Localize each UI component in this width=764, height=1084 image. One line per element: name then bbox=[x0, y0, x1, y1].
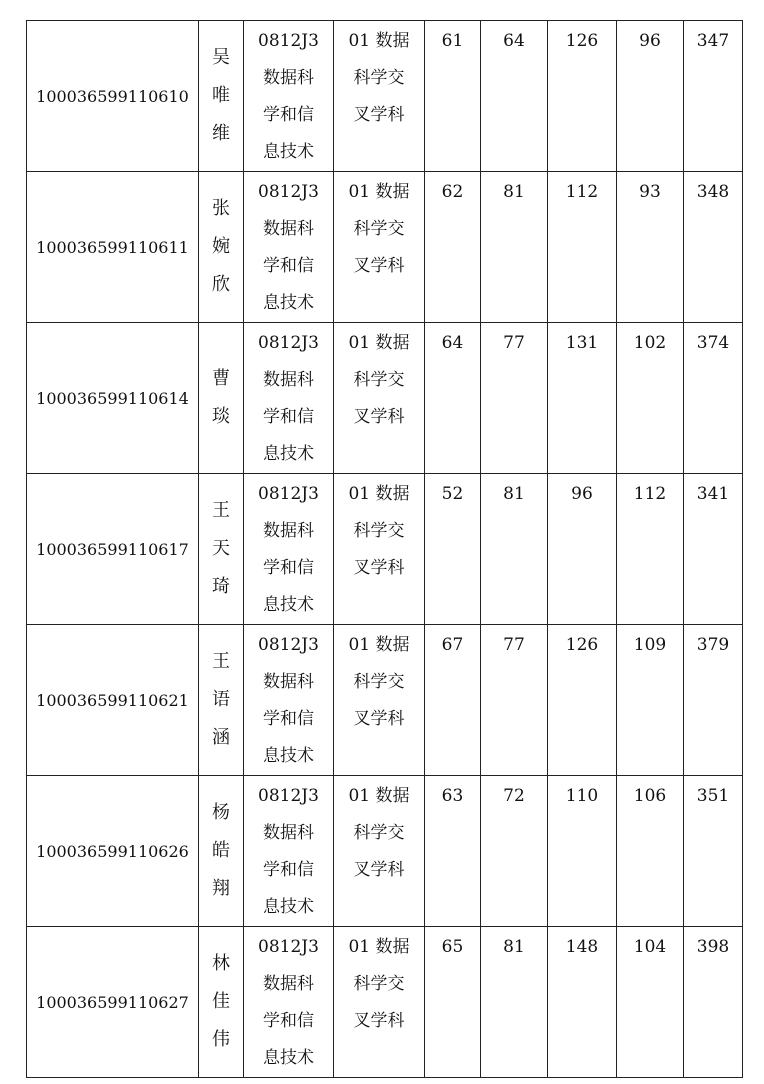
name-char: 欣 bbox=[212, 274, 230, 295]
score-4-cell: 106 bbox=[617, 776, 684, 927]
major-line: 数据科 bbox=[263, 219, 314, 239]
major-line: 息技术 bbox=[263, 293, 314, 313]
score-1-cell: 65 bbox=[425, 927, 481, 1078]
direction-line: 01 数据 bbox=[348, 333, 410, 353]
major-cell bbox=[244, 323, 334, 474]
score-4-cell: 104 bbox=[617, 927, 684, 1078]
student-name-cell bbox=[199, 21, 244, 172]
student-name-cell bbox=[199, 474, 244, 625]
table-row bbox=[27, 323, 743, 474]
student-id-cell: 100036599110627 bbox=[27, 927, 199, 1078]
score-3-cell: 148 bbox=[548, 927, 617, 1078]
table-row bbox=[27, 474, 743, 625]
score-1-cell: 62 bbox=[425, 172, 481, 323]
student-name-cell bbox=[199, 172, 244, 323]
major-line: 息技术 bbox=[263, 746, 314, 766]
table-row bbox=[27, 21, 743, 172]
direction-line: 叉学科 bbox=[353, 709, 405, 729]
score-1-cell: 52 bbox=[425, 474, 481, 625]
direction-line: 01 数据 bbox=[348, 635, 410, 655]
name-char: 伟 bbox=[212, 1029, 230, 1050]
score-4-cell: 93 bbox=[617, 172, 684, 323]
direction-line: 科学交 bbox=[353, 823, 405, 843]
major-line: 0812J3 bbox=[258, 333, 319, 353]
direction-line: 01 数据 bbox=[348, 937, 410, 957]
major-line: 0812J3 bbox=[258, 786, 319, 806]
major-line: 学和信 bbox=[263, 407, 314, 427]
student-id-cell: 100036599110610 bbox=[27, 21, 199, 172]
score-3-cell: 126 bbox=[548, 625, 617, 776]
score-2-cell: 81 bbox=[481, 172, 548, 323]
major-line: 数据科 bbox=[263, 521, 314, 541]
direction-line: 科学交 bbox=[353, 521, 405, 541]
direction-line: 科学交 bbox=[353, 370, 405, 390]
score-1-cell: 61 bbox=[425, 21, 481, 172]
direction-cell bbox=[334, 323, 425, 474]
direction-line: 01 数据 bbox=[348, 786, 410, 806]
major-line: 学和信 bbox=[263, 105, 314, 125]
major-line: 0812J3 bbox=[258, 31, 319, 51]
major-line: 学和信 bbox=[263, 709, 314, 729]
direction-line: 01 数据 bbox=[348, 182, 410, 202]
score-2-cell: 77 bbox=[481, 625, 548, 776]
name-char: 佳 bbox=[212, 991, 230, 1012]
major-line: 息技术 bbox=[263, 444, 314, 464]
direction-line: 叉学科 bbox=[353, 1011, 405, 1031]
score-2-cell: 81 bbox=[481, 927, 548, 1078]
major-line: 息技术 bbox=[263, 897, 314, 917]
name-char: 翔 bbox=[212, 878, 230, 899]
direction-cell bbox=[334, 474, 425, 625]
major-cell bbox=[244, 21, 334, 172]
score-1-cell: 64 bbox=[425, 323, 481, 474]
table-body bbox=[27, 21, 743, 1078]
name-char: 唯 bbox=[212, 85, 230, 106]
name-char: 维 bbox=[212, 123, 230, 144]
total-score-cell: 374 bbox=[684, 323, 743, 474]
table-row bbox=[27, 172, 743, 323]
major-line: 息技术 bbox=[263, 142, 314, 162]
score-4-cell: 109 bbox=[617, 625, 684, 776]
score-1-cell: 63 bbox=[425, 776, 481, 927]
student-id-cell: 100036599110621 bbox=[27, 625, 199, 776]
total-score-cell: 341 bbox=[684, 474, 743, 625]
direction-cell bbox=[334, 21, 425, 172]
direction-line: 叉学科 bbox=[353, 256, 405, 276]
direction-cell bbox=[334, 625, 425, 776]
major-cell bbox=[244, 172, 334, 323]
major-line: 数据科 bbox=[263, 370, 314, 390]
major-cell bbox=[244, 927, 334, 1078]
score-4-cell: 96 bbox=[617, 21, 684, 172]
direction-line: 叉学科 bbox=[353, 558, 405, 578]
total-score-cell: 398 bbox=[684, 927, 743, 1078]
score-4-cell: 112 bbox=[617, 474, 684, 625]
major-cell bbox=[244, 474, 334, 625]
score-1-cell: 67 bbox=[425, 625, 481, 776]
direction-line: 叉学科 bbox=[353, 105, 405, 125]
table-row bbox=[27, 927, 743, 1078]
student-id-cell: 100036599110614 bbox=[27, 323, 199, 474]
direction-cell bbox=[334, 172, 425, 323]
name-char: 皓 bbox=[212, 840, 230, 861]
name-char: 语 bbox=[212, 689, 230, 710]
direction-line: 01 数据 bbox=[348, 31, 410, 51]
direction-cell bbox=[334, 776, 425, 927]
major-line: 息技术 bbox=[263, 1048, 314, 1068]
direction-line: 科学交 bbox=[353, 974, 405, 994]
major-line: 数据科 bbox=[263, 974, 314, 994]
score-3-cell: 131 bbox=[548, 323, 617, 474]
major-cell bbox=[244, 625, 334, 776]
name-char: 吴 bbox=[212, 47, 230, 68]
score-2-cell: 81 bbox=[481, 474, 548, 625]
total-score-cell: 347 bbox=[684, 21, 743, 172]
score-3-cell: 110 bbox=[548, 776, 617, 927]
name-char: 张 bbox=[212, 198, 230, 219]
major-line: 0812J3 bbox=[258, 937, 319, 957]
student-id-cell: 100036599110626 bbox=[27, 776, 199, 927]
score-2-cell: 64 bbox=[481, 21, 548, 172]
major-line: 0812J3 bbox=[258, 484, 319, 504]
major-line: 学和信 bbox=[263, 860, 314, 880]
score-table bbox=[26, 20, 743, 1078]
score-4-cell: 102 bbox=[617, 323, 684, 474]
major-line: 学和信 bbox=[263, 1011, 314, 1031]
major-line: 数据科 bbox=[263, 68, 314, 88]
student-name-cell bbox=[199, 625, 244, 776]
score-3-cell: 96 bbox=[548, 474, 617, 625]
name-char: 林 bbox=[212, 953, 230, 974]
major-line: 0812J3 bbox=[258, 182, 319, 202]
name-char: 曹 bbox=[212, 368, 230, 389]
student-id-cell: 100036599110617 bbox=[27, 474, 199, 625]
direction-line: 科学交 bbox=[353, 68, 405, 88]
name-char: 王 bbox=[212, 500, 230, 521]
name-char: 天 bbox=[212, 538, 230, 559]
score-3-cell: 112 bbox=[548, 172, 617, 323]
total-score-cell: 351 bbox=[684, 776, 743, 927]
score-3-cell: 126 bbox=[548, 21, 617, 172]
major-cell bbox=[244, 776, 334, 927]
direction-line: 科学交 bbox=[353, 219, 405, 239]
name-char: 琰 bbox=[212, 406, 230, 427]
total-score-cell: 379 bbox=[684, 625, 743, 776]
major-line: 0812J3 bbox=[258, 635, 319, 655]
student-name-cell bbox=[199, 776, 244, 927]
name-char: 婉 bbox=[212, 236, 230, 257]
student-name-cell bbox=[199, 323, 244, 474]
student-name-cell bbox=[199, 927, 244, 1078]
major-line: 学和信 bbox=[263, 256, 314, 276]
major-line: 数据科 bbox=[263, 672, 314, 692]
name-char: 杨 bbox=[212, 802, 230, 823]
student-id-cell: 100036599110611 bbox=[27, 172, 199, 323]
score-2-cell: 72 bbox=[481, 776, 548, 927]
direction-line: 科学交 bbox=[353, 672, 405, 692]
direction-line: 叉学科 bbox=[353, 407, 405, 427]
table-row bbox=[27, 776, 743, 927]
name-char: 琦 bbox=[212, 576, 230, 597]
name-char: 王 bbox=[212, 651, 230, 672]
direction-cell bbox=[334, 927, 425, 1078]
total-score-cell: 348 bbox=[684, 172, 743, 323]
major-line: 数据科 bbox=[263, 823, 314, 843]
direction-line: 01 数据 bbox=[348, 484, 410, 504]
score-2-cell: 77 bbox=[481, 323, 548, 474]
major-line: 学和信 bbox=[263, 558, 314, 578]
name-char: 涵 bbox=[212, 727, 230, 748]
major-line: 息技术 bbox=[263, 595, 314, 615]
direction-line: 叉学科 bbox=[353, 860, 405, 880]
table-row bbox=[27, 625, 743, 776]
